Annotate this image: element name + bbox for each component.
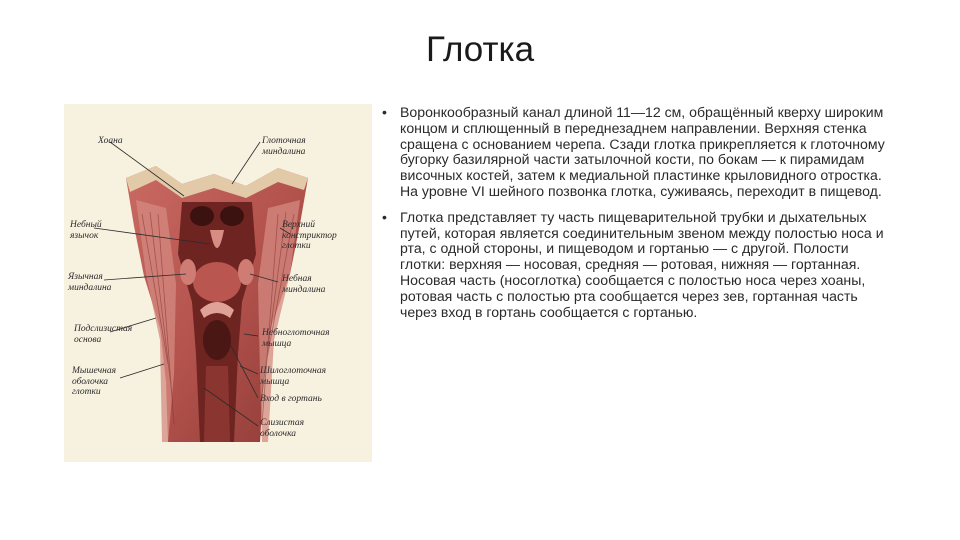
bullet-marker: •: [382, 104, 387, 120]
label-palatopharyngeal-muscle: Небноглоточная мышца: [262, 328, 330, 349]
label-stylopharyngeal-muscle: Шилоглоточная мышца: [260, 366, 327, 387]
slide-title: Глотка: [425, 30, 535, 69]
bullet-list: [380, 105, 890, 330]
label-lingual-tonsil: Язычная миндалина: [68, 272, 112, 293]
bullet-marker: •: [382, 208, 387, 225]
left-choana: [190, 206, 214, 226]
bullet-item: [380, 105, 890, 200]
label-submucosa: Подслизистая основa: [74, 324, 133, 345]
label-muscular-coat: Мышечная оболочка глотки: [72, 366, 117, 397]
label-palatine-tonsil: Небная миндалина: [282, 274, 326, 295]
tongue-root: [193, 262, 241, 302]
label-palatine-uvula: Небный язычок: [70, 220, 102, 241]
left-tonsil: [180, 259, 196, 285]
label-superior-constrictor: Верхний констриктор глотки: [282, 220, 337, 251]
label-pharyngeal-tonsil: Глоточная миндалина: [262, 136, 306, 157]
pharynx-illustration: [64, 104, 372, 462]
label-larynx-entrance: Вход в гортань: [260, 394, 322, 404]
larynx-entrance: [203, 320, 231, 360]
bullet-item: [380, 210, 890, 321]
label-hoana: Хоана: [98, 136, 123, 146]
bullet-text: Воронкообразный канал длиной 11—12 см, обращённый кверху широким концом и сплющенный в переднезаднем направлении. Верхняя стенка сращена с основанием черепа. Сзади глотка прикрепляется к глоточному бугорку базилярной части затылочной кости, по бокам — к пирамидам височных костей, затем к медиальной пластинке крыловидного отростка. На уровне VI шейного позвонка глотка, суживаясь, переходит в пищевод.: [400, 104, 885, 199]
right-tonsil: [238, 259, 254, 285]
right-choana: [220, 206, 244, 226]
label-mucosa: Слизистая оболочка: [260, 418, 305, 439]
bullet-text: Глотка представляет ту часть пищеварительной трубки и дыхательных путей, которая является соединительным звеном между полостью носа и рта, с одной стороны, и пищеводом и гортанью — с другой. Полости глотки: верхняя — носовая, средняя — ротовая, нижняя — гортанная. Носовая часть (носоглотка) сообщается с полостью носа через хоаны, ротовая часть с полостью рта сообщается через зев, гортанная часть через вход в гортань сообщается с гортанью.: [400, 208, 884, 320]
